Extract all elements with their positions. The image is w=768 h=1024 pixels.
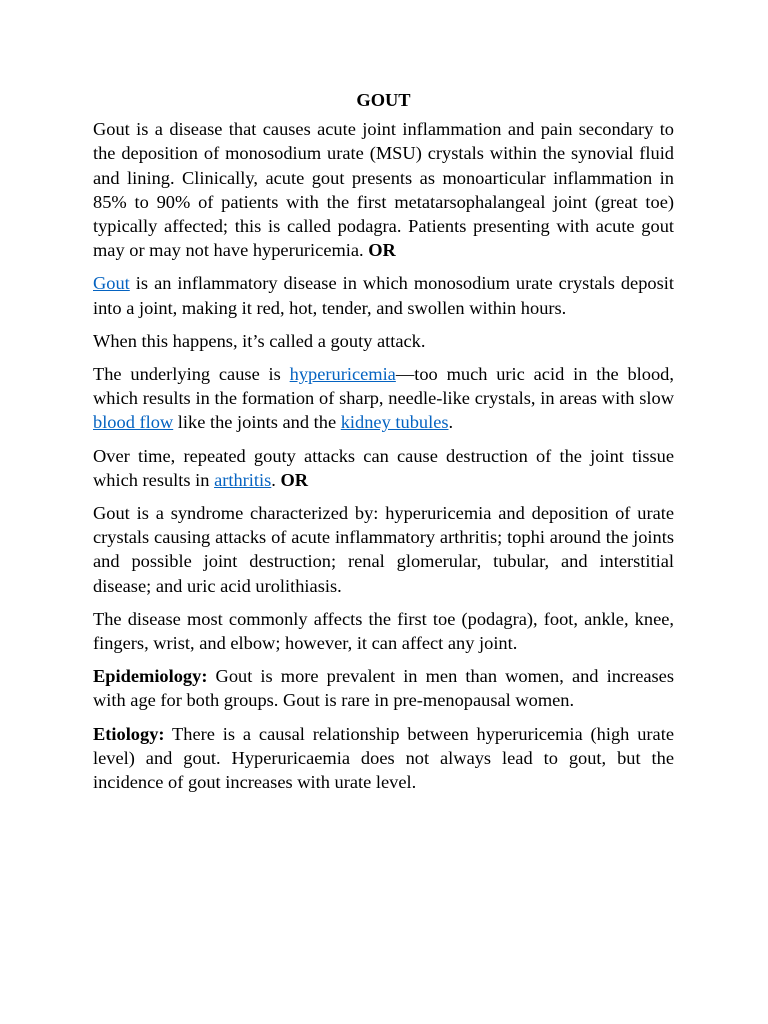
- paragraph-text: When this happens, it’s called a gouty attack.: [93, 330, 426, 351]
- paragraph-syndrome: [93, 501, 674, 598]
- paragraph-etiology: [93, 722, 674, 795]
- or-marker: OR: [368, 240, 396, 261]
- paragraph-definition-1: [93, 117, 674, 262]
- paragraph-text: There is a causal relationship between hyperuricemia (high urate level) and gout. Hyperuricaemia does not always lead to gout, but the incidence of gout increases with urate level.: [93, 723, 674, 793]
- paragraph-text: is an inflammatory disease in which monosodium urate crystals deposit into a joint, making it red, hot, tender, and swollen within hours.: [93, 273, 674, 318]
- paragraph-affected-joints: [93, 607, 674, 655]
- document-title: GOUT: [356, 90, 411, 110]
- paragraph-repeated-attacks: [93, 444, 674, 492]
- hyperuricemia-link[interactable]: hyperuricemia: [289, 364, 396, 385]
- epidemiology-label: Epidemiology:: [93, 666, 208, 687]
- kidney-tubules-link[interactable]: kidney tubules: [340, 412, 449, 433]
- arthritis-link[interactable]: arthritis: [214, 469, 272, 490]
- paragraph-underlying-cause: [93, 362, 674, 435]
- document-page: [93, 88, 674, 803]
- paragraph-text: —too much uric acid in the blood, which results in the formation of sharp, needle-like crystals, in areas with slow: [93, 364, 674, 409]
- paragraph-text: Gout is more prevalent in men than women, and increases with age for both groups. Gout is rare in pre-menopausal women.: [93, 666, 674, 711]
- paragraph-epidemiology: [93, 664, 674, 712]
- paragraph-gouty-attack: [93, 329, 674, 353]
- paragraph-text: Gout is a syndrome characterized by: hyperuricemia and deposition of urate crystals causing attacks of acute inflammatory arthritis; tophi around the joints and possible joint destruction; renal glomerular, tubular, and interstitial disease; and uric acid urolithiasis.: [93, 503, 674, 596]
- paragraph-text: Over time, repeated gouty attacks can cause destruction of the joint tissue which results in: [93, 445, 674, 490]
- or-marker: OR: [280, 469, 309, 490]
- blood-flow-link[interactable]: blood flow: [93, 412, 174, 433]
- paragraph-text: The disease most commonly affects the first toe (podagra), foot, ankle, knee, fingers, wrist, and elbow; however, it can affect any joint.: [93, 608, 674, 654]
- paragraph-text: .: [271, 469, 281, 490]
- paragraph-text: .: [448, 412, 454, 433]
- paragraph-text: The underlying cause is: [93, 364, 290, 385]
- paragraph-text: Gout is a disease that causes acute joint inflammation and pain secondary to the deposition of monosodium urate (MSU) crystals within the synovial fluid and lining. Clinically, acute gout presents as monoarticular inflammation in 85% to 90% of patients with the first metatarsophalangeal joint (great toe) typically affected; this is called podagra. Patients presenting with acute gout may or may not have hyperuricemia.: [93, 119, 674, 261]
- etiology-label: Etiology:: [93, 723, 165, 744]
- paragraph-definition-2: [93, 271, 674, 319]
- gout-link[interactable]: Gout: [93, 273, 130, 294]
- paragraph-text: like the joints and the: [173, 412, 341, 433]
